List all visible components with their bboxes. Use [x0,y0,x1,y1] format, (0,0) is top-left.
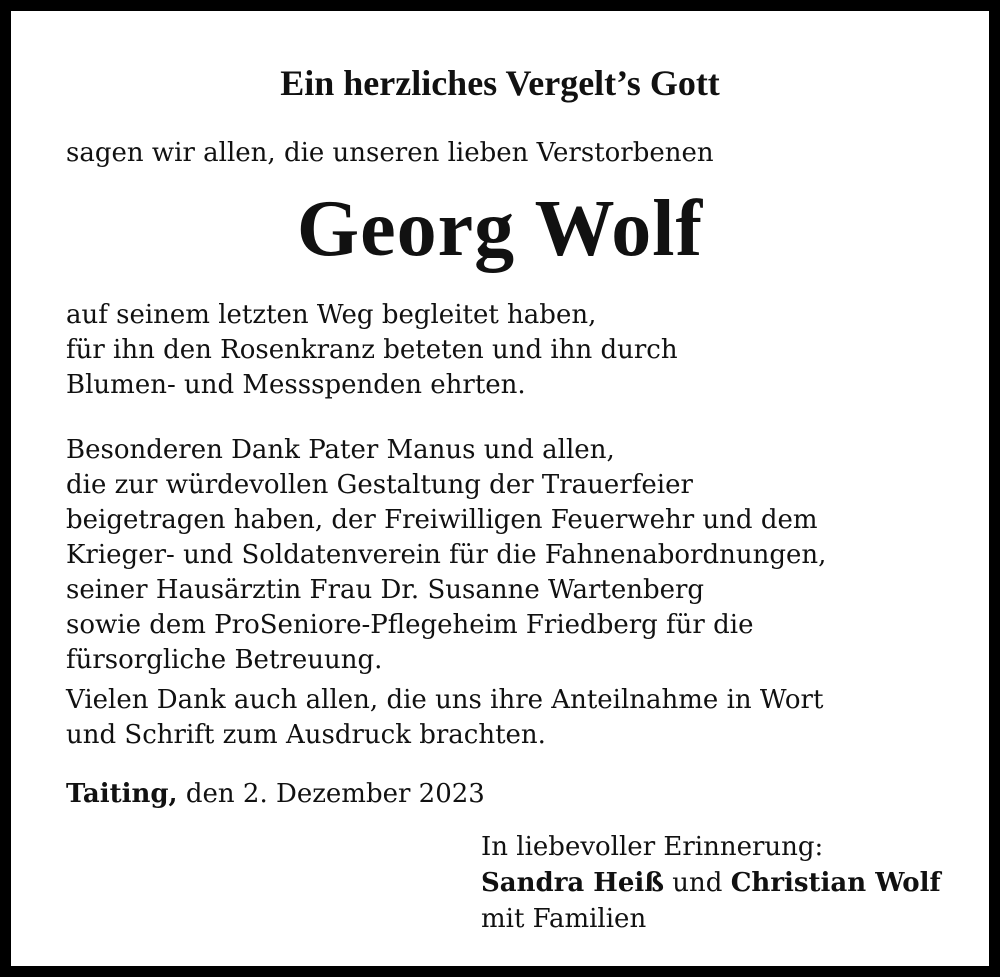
paragraph-line: und Schrift zum Ausdruck brachten. [66,720,546,750]
signature-names [481,865,941,901]
paragraph-line: die zur würdevollen Gestaltung der Trauerfeier [66,470,693,500]
signer-name: Christian Wolf [730,868,941,898]
paragraph-line: fürsorgliche Betreuung. [66,645,383,675]
intro-line: sagen wir allen, die unseren lieben Verstorbenen [66,138,714,168]
signature-connector: und [664,868,731,898]
signature-family: mit Familien [481,904,647,934]
date: den 2. Dezember 2023 [177,779,485,809]
paragraph-line: auf seinem letzten Weg begleitet haben, [66,300,597,330]
paragraph-line: Krieger- und Soldatenverein für die Fahnenabordnungen, [66,540,827,570]
paragraph-special-thanks [66,433,826,678]
paragraph-line: sowie dem ProSeniore-Pflegeheim Friedberg für die [66,610,754,640]
paragraph-line: Vielen Dank auch allen, die uns ihre Anteilnahme in Wort [66,685,824,715]
paragraph-condolence [66,298,678,403]
notice-heading: Ein herzliches Vergelt’s Gott [280,63,720,103]
paragraph-line: für ihn den Rosenkranz beteten und ihn durch [66,335,678,365]
signer-name: Sandra Heiß [481,868,665,898]
place-and-date [66,776,485,812]
paragraph-line: Besonderen Dank Pater Manus und allen, [66,435,615,465]
signature-intro: In liebevoller Erinnerung: [481,832,824,862]
paragraph-general-thanks [66,683,823,753]
deceased-name: Georg Wolf [296,185,704,273]
signature-block [481,829,941,937]
paragraph-line: seiner Hausärztin Frau Dr. Susanne Wartenberg [66,575,705,605]
place: Taiting, [66,779,178,809]
paragraph-line: beigetragen haben, der Freiwilligen Feuerwehr und dem [66,505,818,535]
paragraph-line: Blumen- und Messspenden ehrten. [66,370,526,400]
